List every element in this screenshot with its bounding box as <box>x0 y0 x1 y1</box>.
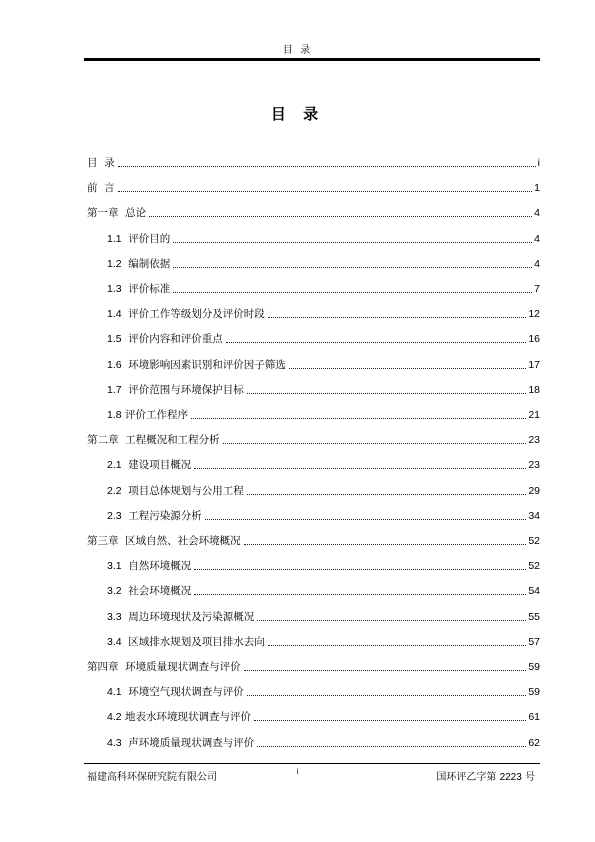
toc-entry-label <box>107 611 254 623</box>
toc-entry-page: i <box>537 157 540 169</box>
toc-entry-label <box>107 359 286 371</box>
toc-entry-page: 23 <box>528 459 540 472</box>
toc-entry-label <box>107 510 202 522</box>
toc-entry-page: 4 <box>534 257 540 270</box>
toc-entry-text: 评价目的 <box>121 232 171 245</box>
toc-entry-text: 编制依据 <box>121 257 171 270</box>
toc-dot-leader <box>118 165 536 167</box>
toc-entry-label <box>107 585 191 597</box>
toc-entry-number: 3.3 <box>107 610 122 623</box>
toc-entry-text: 区域排水规划及项目排水去向 <box>121 635 265 648</box>
page-title: 目 录 <box>270 105 325 123</box>
toc-entry-page: 1 <box>534 182 540 195</box>
toc-entry-text: 评价工作程序 <box>121 409 188 421</box>
toc-entry-page: 18 <box>528 383 540 396</box>
toc-entry-text: 自然环境概况 <box>121 560 192 573</box>
toc-entry-label <box>107 384 244 396</box>
toc-entry[interactable] <box>87 349 540 371</box>
toc-entry-number: 1.1 <box>107 232 122 245</box>
toc-entry[interactable] <box>87 575 540 597</box>
toc-entry-text: 周边环境现状及污染源概况 <box>121 610 255 623</box>
toc-entry-text: 环境影响因素识别和评价因子筛选 <box>121 358 286 371</box>
toc-dot-leader <box>247 694 527 696</box>
toc-entry[interactable] <box>87 223 540 245</box>
toc-entry-label <box>107 283 170 295</box>
toc-dot-leader <box>173 291 532 293</box>
toc-entry[interactable] <box>87 449 540 471</box>
toc-entry-label <box>107 409 188 421</box>
toc-dot-leader <box>257 619 526 621</box>
toc-dot-leader <box>247 392 527 394</box>
footer-page-number: i <box>296 767 299 776</box>
toc-entry-text: 前 言 <box>87 182 115 195</box>
toc-entry[interactable] <box>87 147 540 169</box>
toc-dot-leader <box>257 745 526 747</box>
toc-entry-label <box>107 258 170 270</box>
toc-entry-text: 工程污染源分析 <box>121 509 202 522</box>
running-header: 目 录 <box>282 45 313 56</box>
footer-rule <box>84 763 540 764</box>
toc-entry[interactable] <box>87 475 540 497</box>
toc-entry-page: 16 <box>528 333 540 346</box>
toc-entry-page: 52 <box>528 535 540 547</box>
toc-entry-page: 7 <box>534 283 540 295</box>
toc-entry[interactable] <box>87 323 540 345</box>
toc-dot-leader <box>205 518 527 520</box>
toc-entry-page: 52 <box>528 560 540 573</box>
toc-entry-label <box>107 686 244 698</box>
toc-entry-label <box>87 434 220 446</box>
toc-entry[interactable] <box>87 525 540 547</box>
toc-entry-text: 评价工作等级划分及评价时段 <box>121 308 265 321</box>
toc-entry-page: 59 <box>528 686 540 699</box>
toc-entry[interactable] <box>87 651 540 673</box>
toc-entry-number: 1.6 <box>107 358 122 371</box>
toc-entry-number: 1.8 <box>107 409 122 421</box>
toc-entry-text: 地表水环境现状调查与评价 <box>121 711 251 724</box>
toc-dot-leader <box>194 467 526 469</box>
toc-entry-label <box>87 157 115 169</box>
toc-entry-page: 59 <box>528 661 540 673</box>
toc-entry-label <box>87 207 146 219</box>
toc-dot-leader <box>289 367 527 369</box>
toc-entry[interactable] <box>87 197 540 219</box>
toc-dot-leader <box>244 543 527 545</box>
toc-entry[interactable] <box>87 676 540 698</box>
footer-cert-suffix: 号 <box>521 772 535 783</box>
toc-entry-number: 3.2 <box>107 585 122 598</box>
toc-entry-label <box>87 661 241 673</box>
toc-entry-label <box>107 459 191 471</box>
toc-entry-text: 评价标准 <box>121 283 171 295</box>
toc-entry-label <box>107 485 244 497</box>
toc-dot-leader <box>268 316 527 318</box>
toc-dot-leader <box>173 266 532 268</box>
toc-entry-text: 第三章 区域自然、社会环境概况 <box>87 535 241 547</box>
toc-entry-page: 4 <box>534 232 540 245</box>
toc-entry[interactable] <box>87 298 540 320</box>
toc-dot-leader <box>118 190 532 192</box>
toc-entry-text: 第四章 环境质量现状调查与评价 <box>87 661 241 673</box>
toc-entry-label <box>87 182 115 194</box>
toc-entry[interactable] <box>87 701 540 723</box>
toc-entry-number: 1.4 <box>107 308 122 321</box>
toc-entry-number: 4.2 <box>107 711 122 724</box>
footer-cert-prefix: 国环评乙字第 <box>436 772 500 783</box>
toc-entry-text: 声环境质量现状调查与评价 <box>121 736 255 749</box>
toc-dot-leader <box>173 241 532 243</box>
toc-entry[interactable] <box>87 727 540 749</box>
toc-dot-leader <box>194 593 526 595</box>
toc-entry-label <box>107 308 265 320</box>
toc-entry-number: 3.4 <box>107 635 122 648</box>
toc-entry[interactable] <box>87 273 540 295</box>
toc-entry-text: 环境空气现状调查与评价 <box>121 686 244 699</box>
toc-entry-number: 2.1 <box>107 459 122 472</box>
toc-entry-number: 1.2 <box>107 257 122 270</box>
toc-entry-number: 1.3 <box>107 283 122 295</box>
toc-entry-number: 2.2 <box>107 484 122 497</box>
toc-entry[interactable] <box>87 399 540 421</box>
toc-entry-label <box>107 737 254 749</box>
toc-entry-text: 项目总体规划与公用工程 <box>121 484 244 497</box>
toc-entry-number: 4.1 <box>107 686 122 699</box>
toc-entry[interactable] <box>87 248 540 270</box>
toc-entry-label <box>107 233 170 245</box>
toc-entry-text: 社会环境概况 <box>121 585 192 598</box>
toc-entry-page: 61 <box>528 711 540 724</box>
toc-entry-number: 1.5 <box>107 333 122 346</box>
toc-entry-number: 2.3 <box>107 509 122 522</box>
toc-entry-text: 第一章 总论 <box>87 207 147 220</box>
toc-dot-leader <box>268 644 527 646</box>
toc-entry-page: 57 <box>528 635 540 648</box>
header-rule <box>84 58 540 61</box>
toc-entry-number: 3.1 <box>107 560 122 573</box>
toc-entry-text: 第二章 工程概况和工程分析 <box>87 434 220 447</box>
toc-entry[interactable] <box>87 626 540 648</box>
toc-entry-page: 23 <box>528 434 540 447</box>
toc-entry-page: 62 <box>528 736 540 749</box>
toc-entry-text: 评价范围与环境保护目标 <box>121 383 244 396</box>
toc-dot-leader <box>191 417 526 419</box>
footer-certificate <box>436 768 535 783</box>
toc-entry[interactable] <box>87 601 540 623</box>
toc-entry-label <box>107 636 265 648</box>
toc-entry-label <box>107 333 223 345</box>
toc-entry[interactable] <box>87 172 540 194</box>
toc-entry[interactable] <box>87 550 540 572</box>
toc-dot-leader <box>244 669 527 671</box>
toc-entry-page: 4 <box>534 207 540 220</box>
toc-entry-page: 12 <box>528 308 540 321</box>
toc-entry-text: 评价内容和评价重点 <box>121 333 223 346</box>
toc-dot-leader <box>194 568 526 570</box>
footer-cert-number: 2223 <box>499 772 522 783</box>
toc-entry-text: 目 录 <box>87 157 115 169</box>
toc-entry-number: 1.7 <box>107 383 122 396</box>
footer-company: 福建高科环保研究院有限公司 <box>87 772 217 783</box>
toc-entry-page: 54 <box>528 585 540 598</box>
toc-entry[interactable] <box>87 500 540 522</box>
toc-dot-leader <box>254 719 526 721</box>
toc-entry-number: 4.3 <box>107 736 122 749</box>
toc-entry-text: 建设项目概况 <box>121 459 192 472</box>
toc-entry-page: 34 <box>528 509 540 522</box>
toc-entry-label <box>87 535 241 547</box>
toc-dot-leader <box>226 341 527 343</box>
toc-dot-leader <box>223 442 527 444</box>
toc-entry-label <box>107 560 191 572</box>
toc-dot-leader <box>247 493 527 495</box>
toc-entry[interactable] <box>87 424 540 446</box>
toc-entry-label <box>107 711 251 723</box>
toc-entry[interactable] <box>87 374 540 396</box>
toc-entry-page: 55 <box>528 610 540 623</box>
toc-entry-page: 29 <box>528 484 540 497</box>
toc-dot-leader <box>149 215 532 217</box>
toc-entry-page: 21 <box>528 409 540 421</box>
toc-entry-page: 17 <box>528 358 540 371</box>
